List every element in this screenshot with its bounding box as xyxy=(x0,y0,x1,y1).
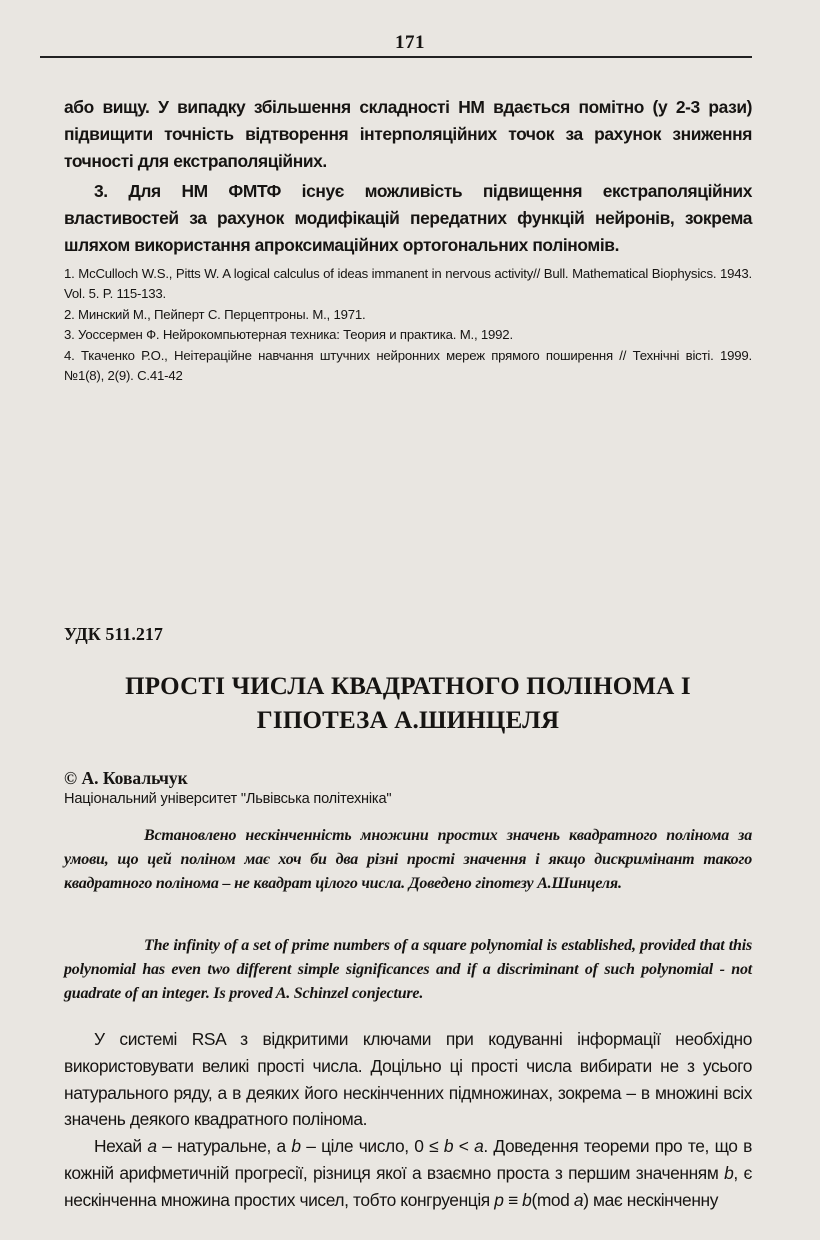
header-rule xyxy=(40,56,752,58)
title-line: ПРОСТІ ЧИСЛА КВАДРАТНОГО ПОЛІНОМА І xyxy=(125,673,691,700)
text-run: – ціле число, 0 ≤ xyxy=(300,1136,444,1157)
variable-a: a xyxy=(147,1136,157,1157)
variable-a: a xyxy=(474,1136,484,1157)
abstract-english: The infinity of a set of prime numbers of a square polynomial is established, provided that this polynomial has even two different simple significances and if a discriminant of such polynomial - not guadrate of an integer. Is proved A. Schinzel conjecture. xyxy=(64,937,752,1003)
reference-list xyxy=(64,264,752,386)
carryover-paragraph: або вищу. У випадку збільшення складності НМ вдається помітно (у 2-3 рази) підвищити точність відтворення інтерполяційних точок за рахунок зниження точності для екстраполяційних. xyxy=(64,97,752,171)
variable-b: b xyxy=(443,1136,454,1157)
variable-p: p xyxy=(494,1189,504,1210)
text-run: (mod xyxy=(531,1189,574,1210)
text-run: ) має нескінченну xyxy=(583,1189,719,1210)
udc-code: УДК 511.217 xyxy=(64,624,163,644)
body-paragraph xyxy=(64,1133,752,1213)
variable-b: b xyxy=(291,1136,301,1157)
text-run: < xyxy=(453,1136,475,1157)
abstract-ukrainian: Встановлено нескінченність множини простих значень квадратного полінома за умови, що цей поліном має хоч би два різні прості значення і якщо дискримінант такого квадратного полінома – не квадрат цілого числа. Доведено гіпотезу А.Шинцеля. xyxy=(64,827,752,893)
previous-article-end xyxy=(64,94,752,259)
page-number: 171 xyxy=(395,32,425,53)
text-run: . Доведення теореми про те, що в кожній арифметичній прогресії, різниця якої а взаємно проста з першим значенням xyxy=(64,1136,752,1183)
body-paragraph: У системі RSA з відкритими ключами при кодуванні інформації необхідно використовувати великі прості числа. Доцільно ці прості числа вибирати не з усього натурального ряду, а в деяких його нескінченних підмножинах, зокрема – в множині всіх значень деякого квадратного полінома. xyxy=(64,1029,752,1130)
article-body xyxy=(64,1026,752,1214)
conclusion-3: 3. Для НМ ФМТФ існує можливість підвищення екстраполяційних властивостей за рахунок модифікацій передатних функцій нейронів, зокрема шляхом використання апроксимаційних ортогональних поліномів. xyxy=(64,181,752,255)
text-run: , є нескінченна множина простих чисел, тобто конгруенція xyxy=(64,1162,752,1210)
variable-b: b xyxy=(724,1162,734,1183)
reference-item: 1. McCulloch W.S., Pitts W. A logical calculus of ideas immanent in nervous activity// Bull. Mathematical Biophysics. 1943. Vol. 5. P. 115-133. xyxy=(64,266,752,302)
reference-item: 3. Уоссермен Ф. Нейрокомпьютерная техника: Теория и практика. М., 1992. xyxy=(64,327,513,343)
reference-item: 2. Минский М., Пейперт С. Перцептроны. М., 1971. xyxy=(64,306,366,322)
variable-b: b xyxy=(522,1189,532,1210)
reference-item: 4. Ткаченко Р.О., Неітераційне навчання штучних нейронних мереж прямого поширення // Технічні вісті. 1999. №1(8), 2(9). С.41-42 xyxy=(64,347,752,384)
variable-a: a xyxy=(573,1189,584,1210)
text-run: ≡ xyxy=(503,1189,523,1210)
article-title xyxy=(64,670,752,738)
affiliation: Національний університет "Львівська політехніка" xyxy=(64,791,392,807)
text-run: – натуральне, а xyxy=(156,1136,292,1157)
title-line: ГІПОТЕЗА А.ШИНЦЕЛЯ xyxy=(256,707,560,734)
text-run: Нехай xyxy=(94,1136,148,1157)
author: © А. Ковальчук xyxy=(64,768,188,788)
